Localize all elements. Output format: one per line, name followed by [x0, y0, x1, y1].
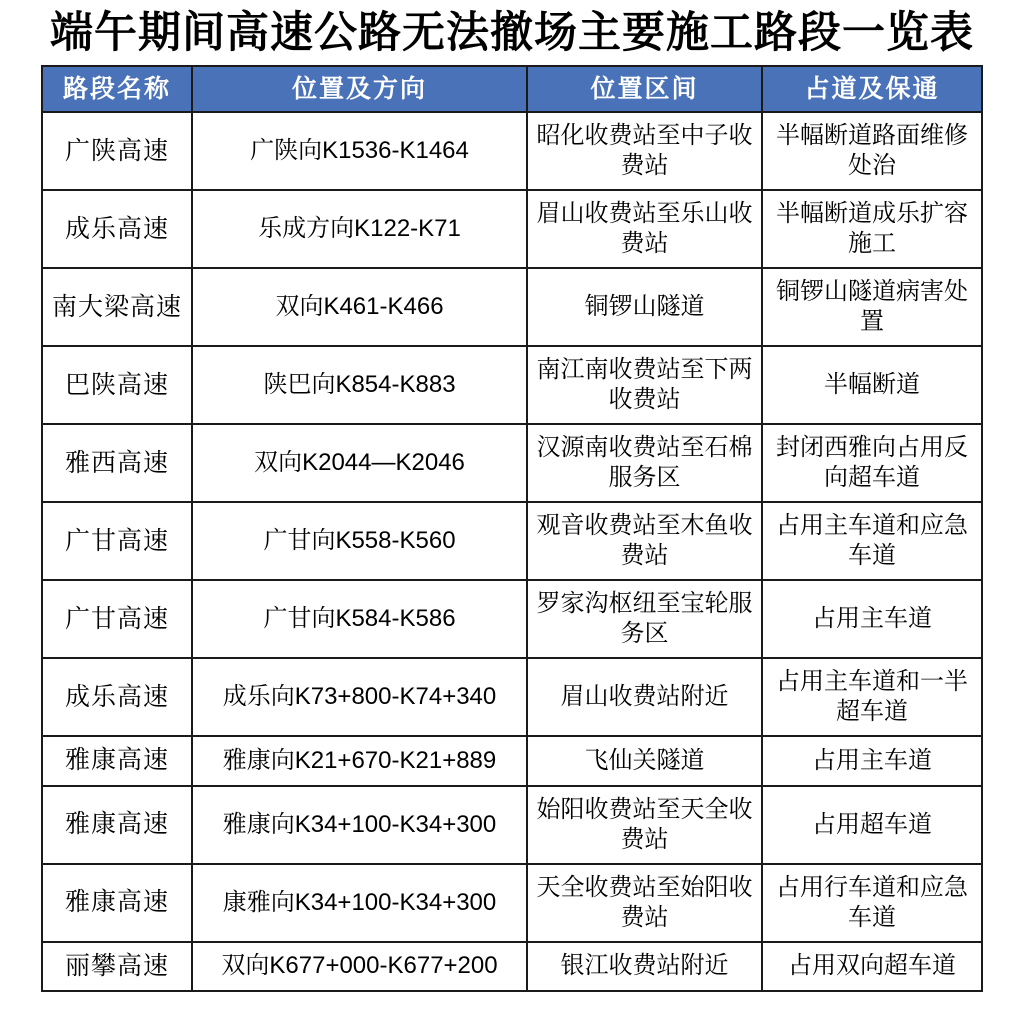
cell-lane: 占用主车道和应急车道: [762, 502, 982, 580]
cell-lane: 占用行车道和应急车道: [762, 864, 982, 942]
cell-lane: 占用双向超车道: [762, 942, 982, 991]
cell-road-name: 广陕高速: [42, 112, 192, 190]
cell-lane: 半幅断道成乐扩容施工: [762, 190, 982, 268]
column-header-name: 路段名称: [42, 66, 192, 113]
table-header-row: [42, 66, 982, 113]
cell-range: 飞仙关隧道: [527, 736, 762, 785]
table-row: [42, 864, 982, 942]
cell-position: 广陕向K1536-K1464: [192, 112, 527, 190]
column-header-position: 位置及方向: [192, 66, 527, 113]
cell-road-name: 雅康高速: [42, 736, 192, 785]
cell-road-name: 巴陕高速: [42, 346, 192, 424]
table-row: [42, 736, 982, 785]
cell-lane: 占用超车道: [762, 786, 982, 864]
cell-position: 广甘向K558-K560: [192, 502, 527, 580]
cell-range: 观音收费站至木鱼收费站: [527, 502, 762, 580]
table-row: [42, 786, 982, 864]
cell-position: 双向K677+000-K677+200: [192, 942, 527, 991]
cell-range: 银江收费站附近: [527, 942, 762, 991]
cell-lane: 铜锣山隧道病害处置: [762, 268, 982, 346]
cell-range: 南江南收费站至下两收费站: [527, 346, 762, 424]
cell-lane: 占用主车道和一半超车道: [762, 658, 982, 736]
cell-range: 眉山收费站附近: [527, 658, 762, 736]
table-row: [42, 268, 982, 346]
table-row: [42, 346, 982, 424]
column-header-lane: 占道及保通: [762, 66, 982, 113]
cell-range: 汉源南收费站至石棉服务区: [527, 424, 762, 502]
cell-position: 雅康向K34+100-K34+300: [192, 786, 527, 864]
cell-position: 乐成方向K122-K71: [192, 190, 527, 268]
cell-position: 双向K2044—K2046: [192, 424, 527, 502]
table-row: [42, 658, 982, 736]
cell-lane: 占用主车道: [762, 580, 982, 658]
cell-position: 陕巴向K854-K883: [192, 346, 527, 424]
cell-position: 康雅向K34+100-K34+300: [192, 864, 527, 942]
table-row: [42, 502, 982, 580]
table-row: [42, 580, 982, 658]
table-row: [42, 112, 982, 190]
cell-position: 双向K461-K466: [192, 268, 527, 346]
construction-sections-table: [41, 65, 983, 992]
cell-road-name: 雅康高速: [42, 864, 192, 942]
cell-lane: 半幅断道路面维修处治: [762, 112, 982, 190]
cell-range: 眉山收费站至乐山收费站: [527, 190, 762, 268]
cell-road-name: 成乐高速: [42, 658, 192, 736]
table-row: [42, 190, 982, 268]
cell-position: 成乐向K73+800-K74+340: [192, 658, 527, 736]
cell-road-name: 南大梁高速: [42, 268, 192, 346]
cell-lane: 半幅断道: [762, 346, 982, 424]
cell-position: 雅康向K21+670-K21+889: [192, 736, 527, 785]
cell-position: 广甘向K584-K586: [192, 580, 527, 658]
column-header-range: 位置区间: [527, 66, 762, 113]
table-row: [42, 424, 982, 502]
cell-road-name: 广甘高速: [42, 580, 192, 658]
cell-lane: 封闭西雅向占用反向超车道: [762, 424, 982, 502]
page-title: 端午期间高速公路无法撤场主要施工路段一览表: [50, 9, 974, 57]
cell-range: 始阳收费站至天全收费站: [527, 786, 762, 864]
cell-road-name: 雅西高速: [42, 424, 192, 502]
cell-range: 天全收费站至始阳收费站: [527, 864, 762, 942]
cell-road-name: 广甘高速: [42, 502, 192, 580]
table-row: [42, 942, 982, 991]
cell-range: 罗家沟枢纽至宝轮服务区: [527, 580, 762, 658]
cell-lane: 占用主车道: [762, 736, 982, 785]
cell-road-name: 雅康高速: [42, 786, 192, 864]
cell-road-name: 成乐高速: [42, 190, 192, 268]
cell-range: 昭化收费站至中子收费站: [527, 112, 762, 190]
cell-range: 铜锣山隧道: [527, 268, 762, 346]
cell-road-name: 丽攀高速: [42, 942, 192, 991]
table-body: [42, 112, 982, 991]
